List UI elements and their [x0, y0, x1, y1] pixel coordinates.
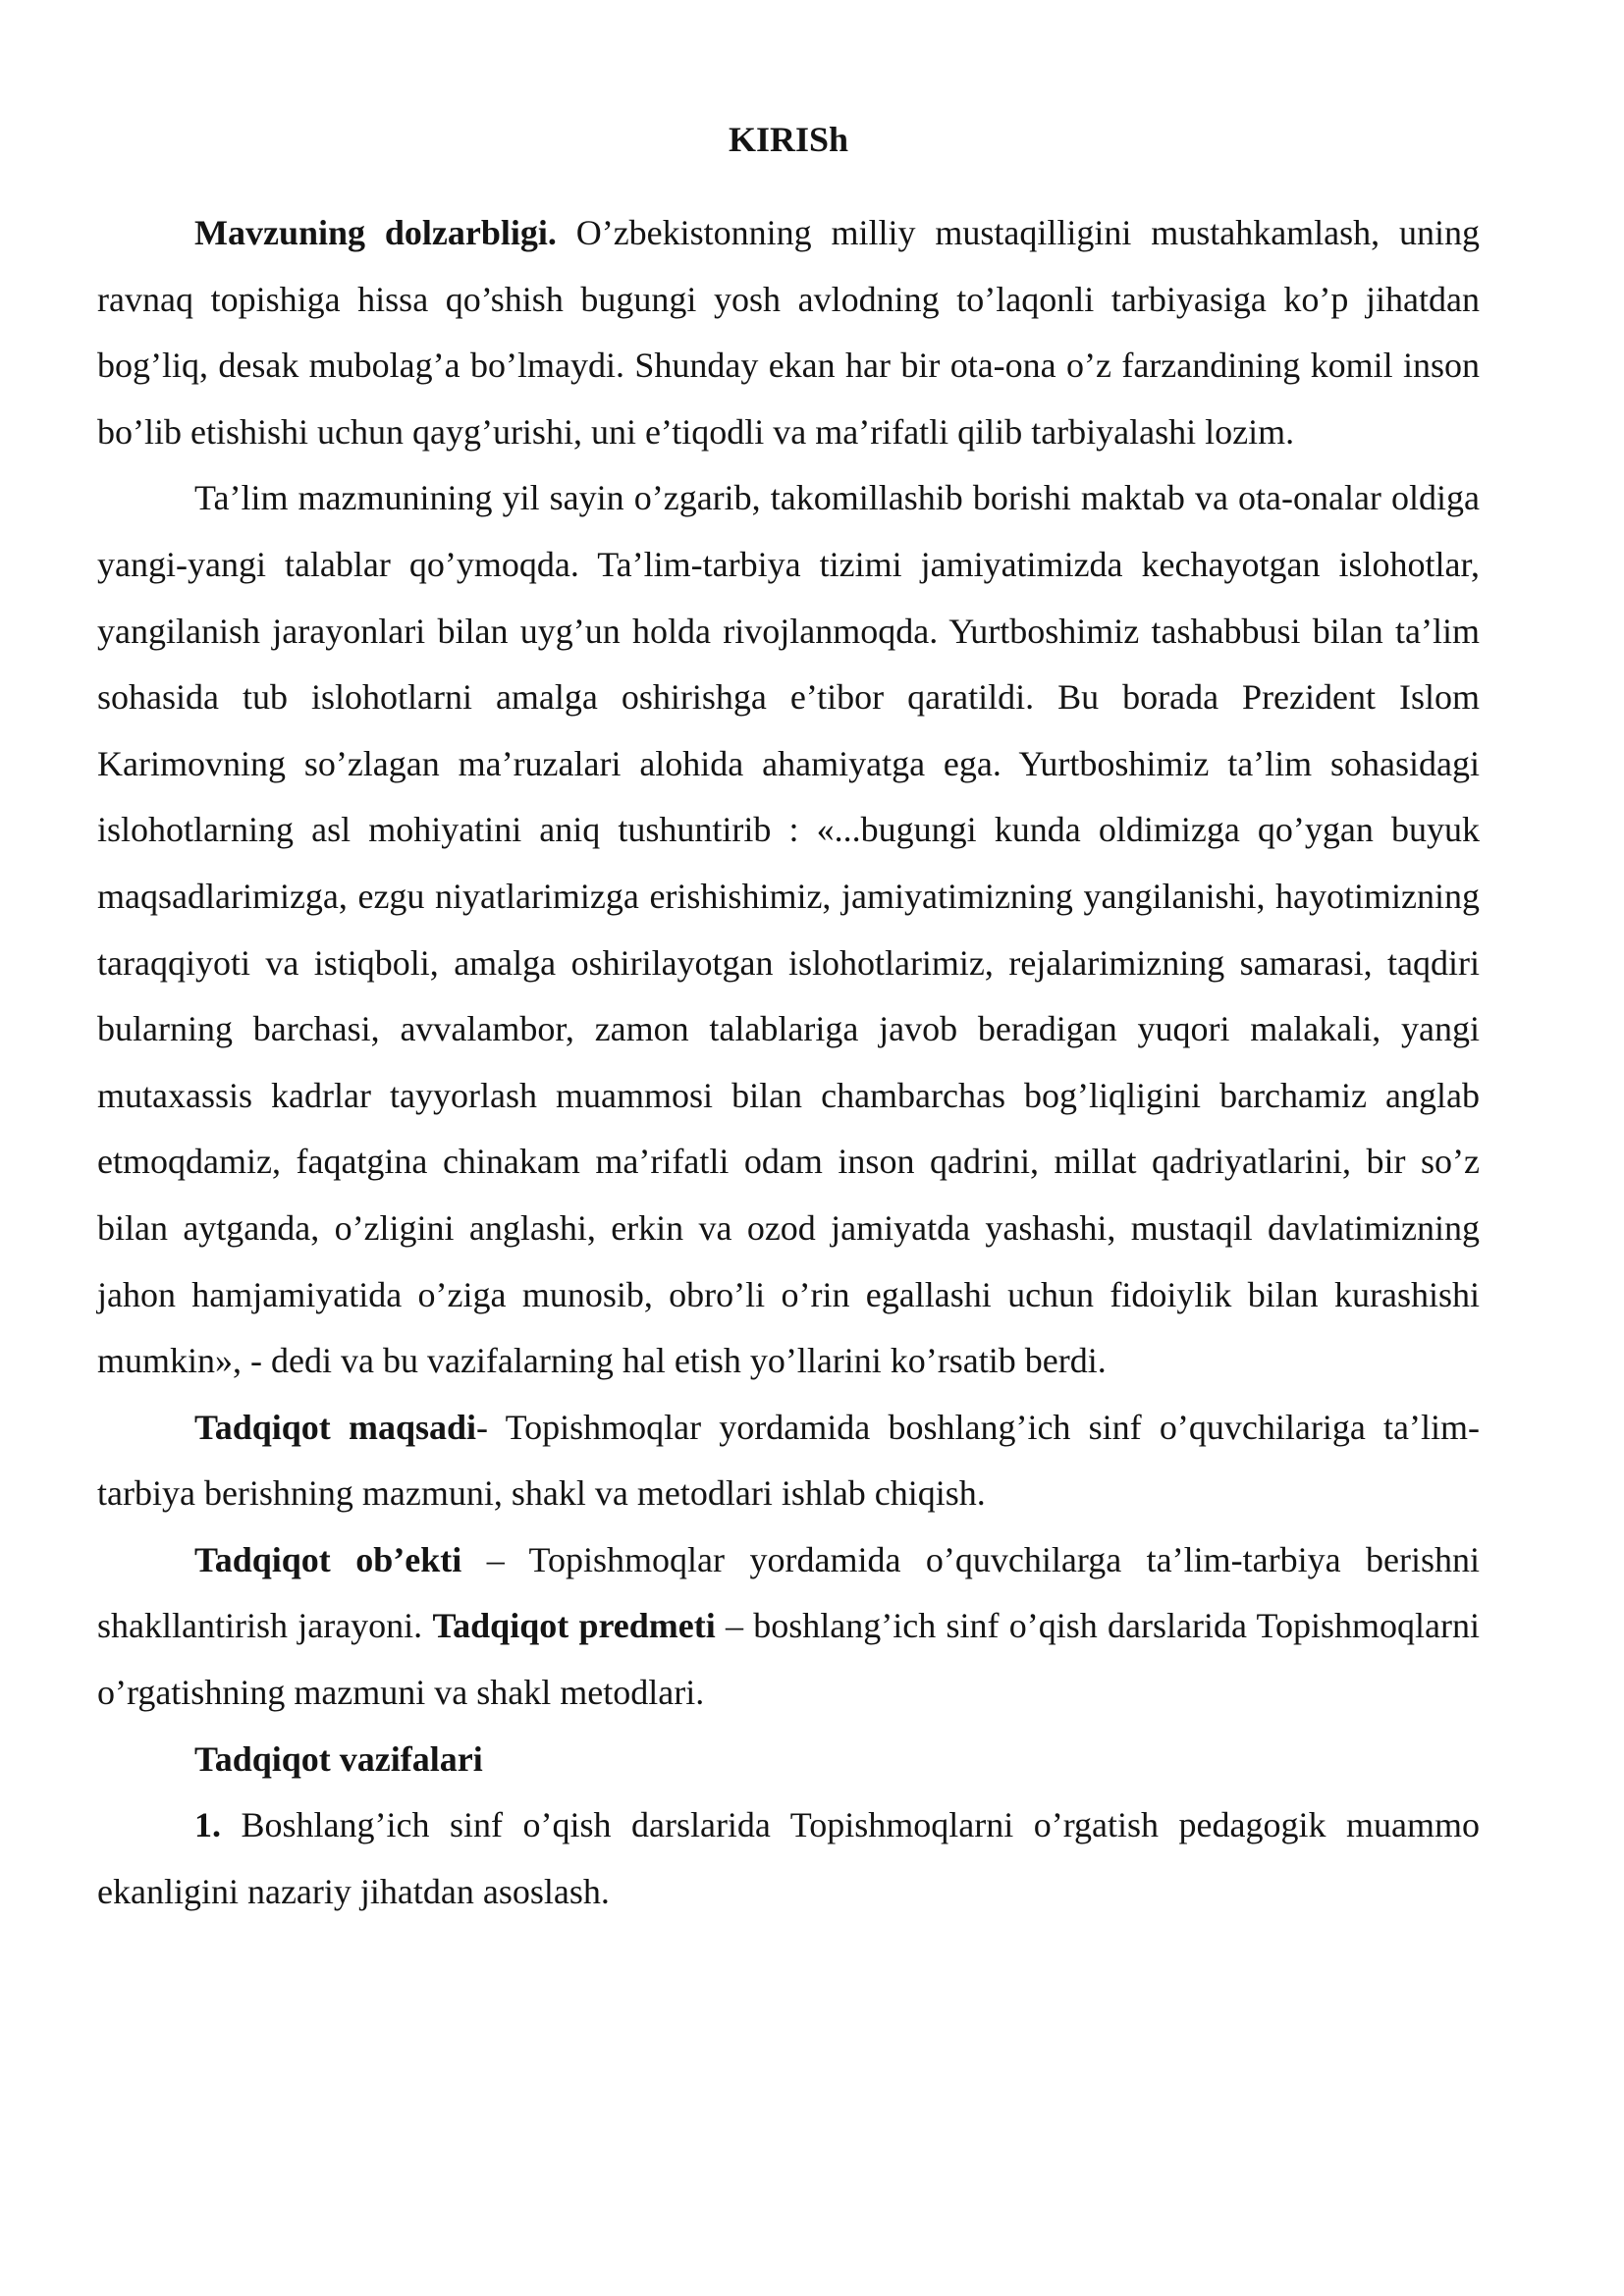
- relevance-heading: Mavzuning dolzarbligi.: [194, 213, 557, 252]
- relevance-text: O’zbekistonning milliy mustaqilligini mustahkamlash, uning ravnaq topishiga hissa qo’shish bugungi yosh avlodning to’laqonli tarbiyasiga ko’p jihatdan bog’liq, desak mubolag’a bo’lmaydi. Shunday ekan har bir ota-ona o’z farzandining komil inson bo’lib etishishi uchun qayg’urishi, uni e’tiqodli va ma’rifatli qilib tarbiyalashi lozim.: [97, 213, 1481, 452]
- paragraph-research-tasks-heading: [97, 1727, 1480, 1793]
- paragraph-research-goal: [97, 1395, 1480, 1527]
- task-1-number: 1.: [194, 1805, 221, 1845]
- research-subject-heading: Tadqiqot predmeti: [432, 1606, 716, 1646]
- research-goal-heading: Tadqiqot maqsadi: [194, 1407, 477, 1447]
- research-object-text: – Topishmoqlar yordamida o’quvchilarga ta’lim-tarbiya berishni shakllantirish jarayoni.: [97, 1539, 1481, 1646]
- research-subject-text: – boshlang’ich sinf o’qish darslarida Topishmoqlarni o’rgatishning mazmuni va shakl metodlari.: [97, 1606, 1480, 1713]
- paragraph-relevance: [97, 200, 1480, 465]
- paragraph-research-object: [97, 1527, 1480, 1727]
- research-tasks-heading: Tadqiqot vazifalari: [194, 1738, 483, 1779]
- research-goal-text: - Topishmoqlar yordamida boshlang’ich sinf o’quvchilariga ta’lim-tarbiya berishning mazmuni, shakl va metodlari ishlab chiqish.: [97, 1407, 1480, 1514]
- page-content: [97, 116, 1480, 1925]
- page-title: KIRISh: [728, 120, 849, 159]
- task-1-text: Boshlang’ich sinf o’qish darslarida Topishmoqlarni o’rgatish pedagogik muammo ekanligini nazariy jihatdan asoslash.: [97, 1805, 1480, 1911]
- research-object-heading: Tadqiqot ob’ekti: [194, 1539, 462, 1579]
- paragraph-education-content: Ta’lim mazmunining yil sayin o’zgarib, takomillashib borishi maktab va ota-onalar oldiga yangi-yangi talablar qo’ymoqda. Ta’lim-tarbiya tizimi jamiyatimizda kechayotgan islohotlar, yangilanish jarayonlari bilan uyg’un holda rivojlanmoqda. Yurtboshimiz tashabbusi bilan ta’lim sohasida tub islohotlarni amalga oshirishga e’tibor qaratildi. Bu borada Prezident Islom Karimovning so’zlagan ma’ruzalari alohida ahamiyatga ega. Yurtboshimiz ta’lim sohasidagi islohotlarning asl mohiyatini aniq tushuntirib : «...bugungi kunda oldimizga qo’ygan buyuk maqsadlarimizga, ezgu niyatlarimizga erishishimiz, jamiyatimizning yangilanishi, hayotimizning taraqqiyoti va istiqboli, amalga oshirilayotgan islohotlarimiz, rejalarimizning samarasi, taqdiri bularning barchasi, avvalambor, zamon talablariga javob beradigan yuqori malakali, yangi mutaxassis kadrlar tayyorlash muammosi bilan chambarchas bog’liqligini barchamiz anglab etmoqdamiz, faqatgina chinakam ma’rifatli odam inson qadrini, millat qadriyatlarini, bir so’z bilan aytganda, o’zligini anglashi, erkin va ozod jamiyatda yashashi, mustaqil davlatimizning jahon hamjamiyatida o’ziga munosib, obro’li o’rin egallashi uchun fidoiylik bilan kurashishi mumkin», - dedi va bu vazifalarning hal etish yo’llarini ko’rsatib berdi.: [97, 478, 1480, 1381]
- paragraph-task-1: [97, 1792, 1480, 1925]
